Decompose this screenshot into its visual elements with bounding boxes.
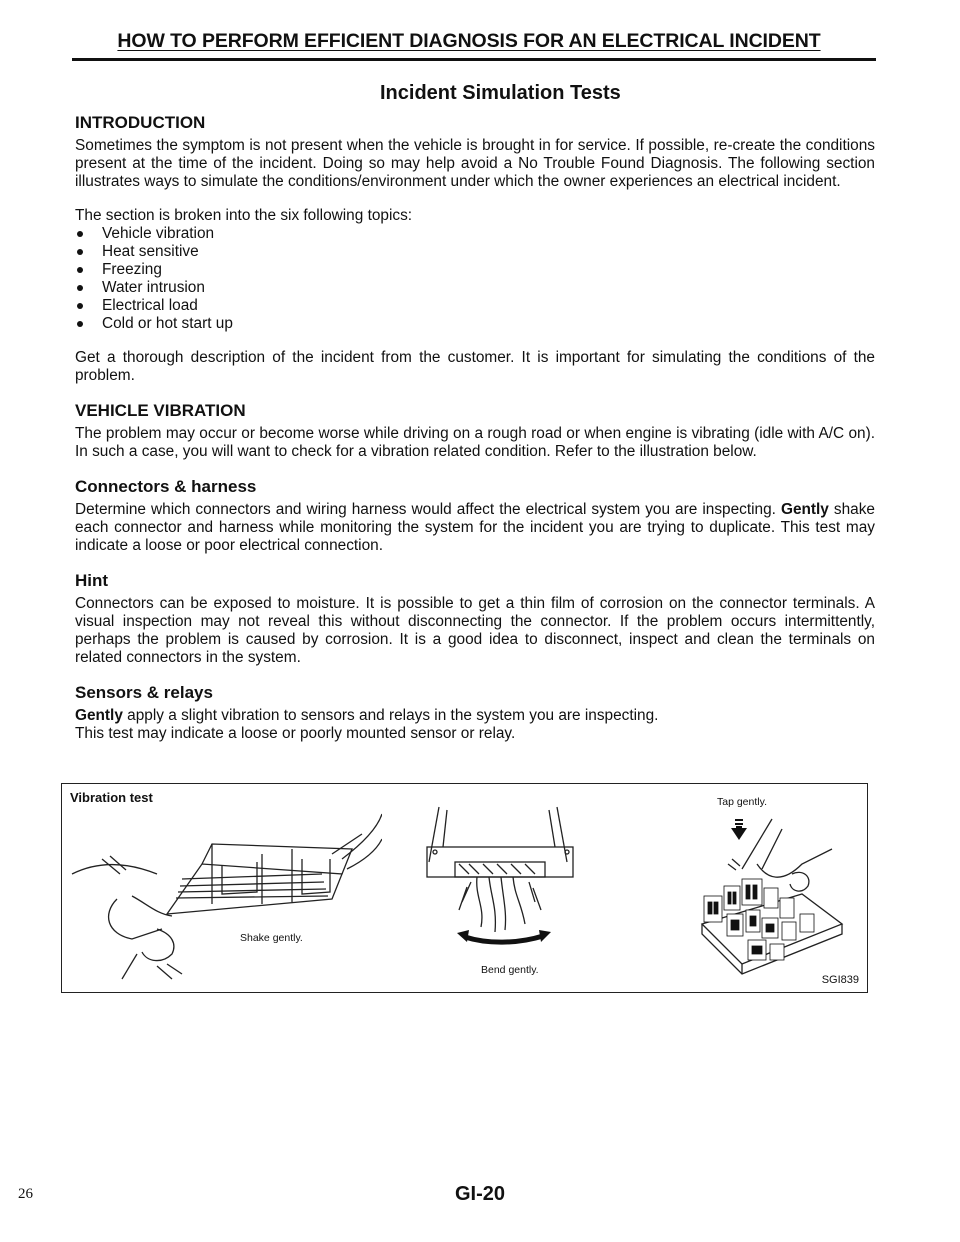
topics-lead: The section is broken into the six following topics: (75, 207, 413, 224)
document-body (75, 113, 875, 743)
relay-block-illustration (632, 814, 852, 989)
intro-paragraph: Sometimes the symptom is not present when the vehicle is brought in for service. If possible, re-create the conditions present at the time of the incident. Doing so may help avoid a No Trouble Found Diagnosis. The following section illustrates ways to simulate the conditions/environment under which the owner experiences an electrical incident. (75, 137, 875, 190)
section-title: Incident Simulation Tests (380, 82, 621, 104)
connector-harness-illustration (62, 804, 382, 989)
topics-list (75, 225, 875, 333)
vibration-paragraph: The problem may occur or become worse while driving on a rough road or when engine is vibrating (idle with A/C on). In such a case, you will want to check for a vibration related condition. Refer to the illustration below. (75, 425, 875, 460)
list-item: Freezing (75, 261, 875, 279)
intro-heading: INTRODUCTION (75, 113, 206, 132)
connectors-text-start: Determine which connectors and wiring harness would affect the electrical system you are inspecting. (75, 501, 781, 518)
page-number: 26 (18, 1186, 33, 1202)
sensors-paragraph (75, 707, 875, 725)
vibration-heading: VEHICLE VIBRATION (75, 401, 246, 420)
sensors-heading: Sensors & relays (75, 683, 213, 702)
page-header (78, 30, 860, 53)
shake-label: Shake gently. (240, 932, 303, 944)
list-item: Water intrusion (75, 279, 875, 297)
list-item: Cold or hot start up (75, 315, 875, 333)
list-item: Vehicle vibration (75, 225, 875, 243)
sensors-text-end: apply a slight vibration to sensors and relays in the system you are inspecting. (122, 707, 659, 724)
header-rule (72, 58, 876, 61)
vibration-test-figure (61, 783, 868, 993)
intro-closing: Get a thorough description of the incident from the customer. It is important for simulating the conditions of the problem. (75, 349, 875, 384)
connectors-text-end: shake each connector and harness while monitoring the system for the incident you are trying to duplicate. This test may indicate a loose or poor electrical connection. (75, 501, 875, 554)
list-item: Heat sensitive (75, 243, 875, 261)
connectors-paragraph (75, 501, 875, 555)
bend-connector-illustration (417, 802, 597, 962)
tap-label: Tap gently. (717, 796, 768, 808)
sensors-text-bold: Gently (75, 707, 123, 724)
sensors-paragraph-2: This test may indicate a loose or poorly mounted sensor or relay. (75, 725, 516, 742)
bend-label: Bend gently. (481, 964, 539, 976)
footer-page-code: GI-20 (454, 1183, 506, 1205)
connectors-text-bold: Gently (780, 501, 829, 518)
connectors-heading: Connectors & harness (75, 477, 257, 496)
figure-reference: SGI839 (821, 974, 859, 986)
hint-paragraph: Connectors can be exposed to moisture. It is possible to get a thin film of corrosion on the connector terminals. A visual inspection may not reveal this without disconnecting the connector. If the problem occurs intermittently, perhaps the problem is caused by corrosion. It is a good idea to disconnect, inspect and clean the terminals on related connectors in the system. (75, 595, 875, 666)
figure-title: Vibration test (70, 790, 153, 805)
list-item: Electrical load (75, 297, 875, 315)
page-header-text: HOW TO PERFORM EFFICIENT DIAGNOSIS FOR AN ELECTRICAL INCIDENT (117, 30, 821, 52)
hint-heading: Hint (75, 571, 109, 590)
